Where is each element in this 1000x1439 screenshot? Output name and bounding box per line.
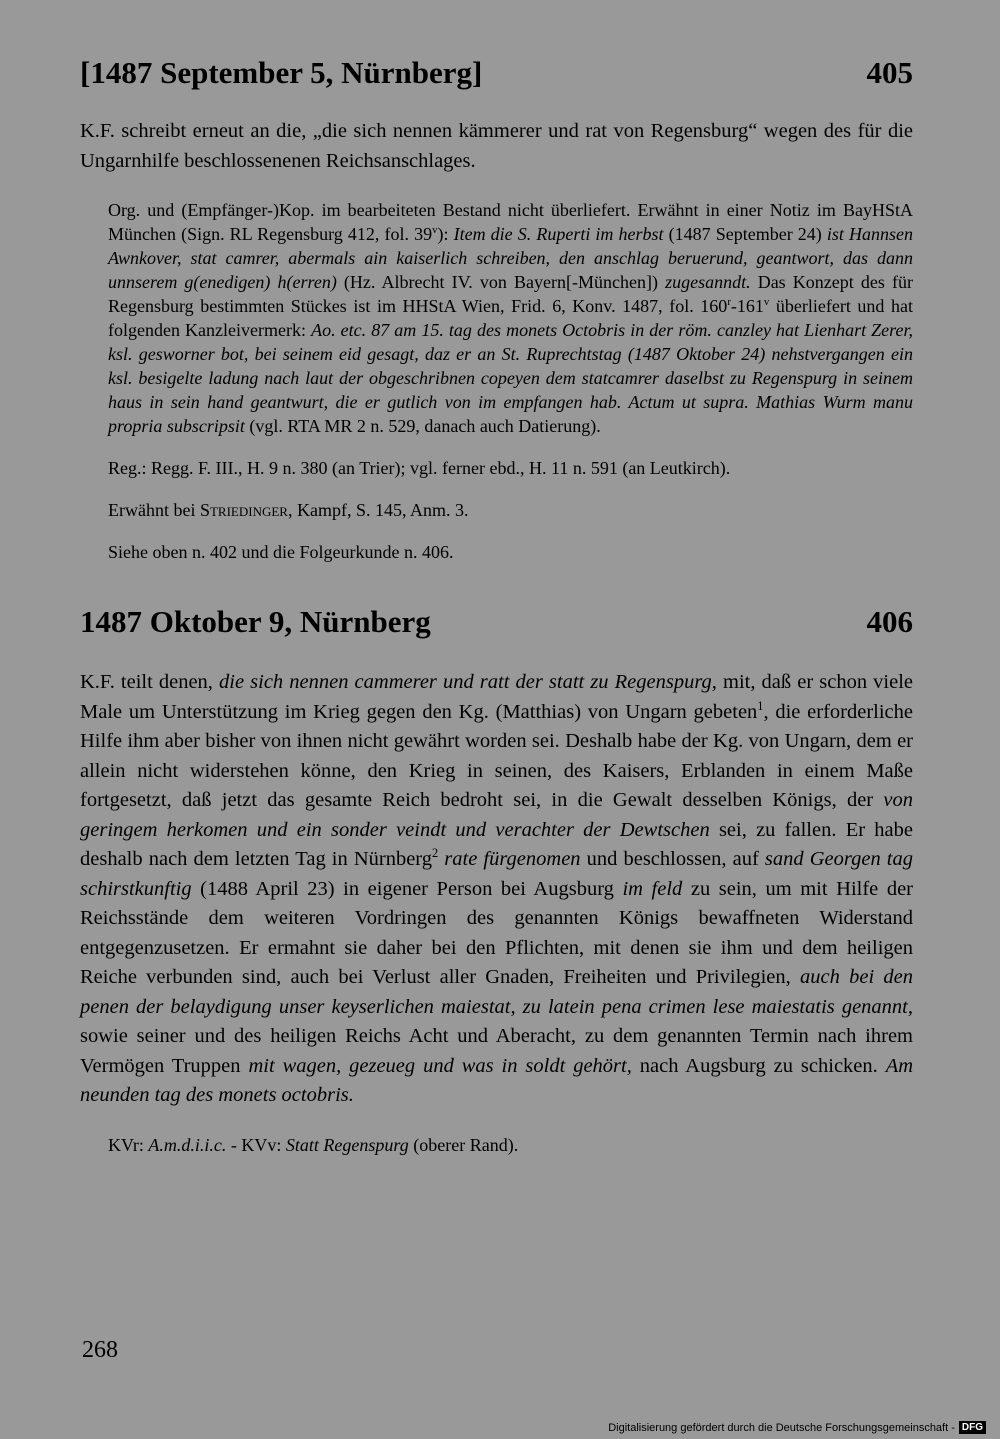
text-segment: im feld	[622, 877, 683, 900]
text-segment: zu sein, um mit Hilfe der Reichsstände dem weiteren Vordringen des genannten Königs bewaffneten Widerstand entgegenzusetzen. Er ermahnt sie daher bei den Pflichten, mit denen sie ihm und dem heiligen Reiche verbunden sind, auch bei Verlust aller Gnaden, Freiheiten und Privilegien,	[80, 877, 913, 988]
text-segment: mit, daß er schon viele Male um Unterstützung im Krieg gegen den Kg. (Matthias) von Ungarn gebeten	[80, 671, 913, 723]
text-segment: auch bei den penen der belaydigung unser keyserlichen maiestat, zu latein pena crimen lese maiestatis genannt,	[80, 966, 913, 1018]
text-segment: (Hz. Albrecht IV. von Bayern[-München])	[336, 272, 666, 292]
text-segment: zugesanndt.	[665, 272, 751, 292]
entry-405-date-place: [1487 September 5, Nürnberg]	[80, 55, 483, 90]
text-segment: sowie seiner und des heiligen Reichs Acht und Aberacht, zu dem genannten Termin nach ihrem Vermögen Truppen	[80, 1025, 913, 1077]
text-segment: Org. und (Empfänger-)Kop. im bearbeiteten Bestand nicht überliefert. Erwähnt in einer Notiz im BayHStA München (Sign. RL Regensburg 412, fol. 39	[108, 200, 913, 244]
text-segment: Das Konzept des für Regensburg bestimmten Stückes ist im HHStA Wien, Frid. 6, Konv. 1487, fol. 160	[108, 272, 913, 316]
text-segment: die sich nennen cammerer und ratt der statt zu Regenspurg,	[219, 671, 717, 693]
page-content	[80, 55, 913, 1157]
text-segment: ):	[437, 224, 454, 244]
text-segment: sand Georgen tag schirstkunftig	[80, 848, 913, 900]
text-segment: -161	[730, 296, 764, 316]
entry-405-number: 405	[866, 55, 913, 90]
entry-405-note-literature: Erwähnt bei Striedinger, Kampf, S. 145, Anm. 3.	[108, 500, 469, 520]
text-segment: v	[432, 224, 438, 236]
entry-405-note-regesta: Reg.: Regg. F. III., H. 9 n. 380 (an Trier); vgl. ferner ebd., H. 11 n. 591 (an Leutkirch).	[108, 458, 731, 478]
text-segment: rate fürgenomen	[444, 848, 581, 870]
funding-footer	[608, 1421, 986, 1434]
entry-405-heading	[80, 55, 913, 91]
text-segment: K.F. schreibt erneut an die, „die sich nennen kämmerer und rat von Regensburg“ wegen des für die Ungarnhilfe beschlossenenen Reichsanschlages.	[80, 120, 913, 172]
entry-406-number: 406	[866, 604, 913, 639]
entry-405-note-crossref: Siehe oben n. 402 und die Folgeurkunde n. 406.	[108, 542, 454, 562]
text-segment: von geringem herkomen und ein sonder veindt und verachter der Dewtschen	[80, 789, 913, 841]
text-segment: (1487 September 24)	[663, 224, 827, 244]
entry-406-heading	[80, 604, 913, 640]
entry-405-summary	[80, 117, 913, 176]
text-segment: (1488 April 23) in eigener Person bei Augsburg	[191, 877, 623, 900]
entry-406-note-endorsement: KVr: A.m.d.i.i.c. - KVv: Statt Regenspurg (oberer Rand).	[108, 1134, 519, 1155]
entry-405-note-transmission	[80, 198, 913, 438]
text-segment: Item die S. Ruperti im herbst	[453, 224, 664, 244]
text-segment: r	[727, 296, 731, 308]
page-number: 268	[82, 1337, 118, 1363]
text-segment: , die erforderliche Hilfe ihm aber bisher von ihnen nicht gewährt worden sei. Deshalb habe der Kg. von Ungarn, dem er allein nicht widerstehen könne, den Krieg in seinen, des Kaisers, Erblanden in einem Maße fortgesetzt, daß jetzt das gesamte Reich bedroht sei, in die Gewalt desselben Königs, der	[80, 700, 913, 811]
text-segment: nach Augsburg zu schicken.	[631, 1054, 886, 1077]
text-segment: sei, zu fallen. Er habe deshalb nach dem letzten Tag in Nürnberg	[80, 818, 913, 870]
text-segment: und beschlossen, auf	[580, 848, 765, 870]
text-segment: K.F. teilt denen,	[80, 671, 220, 693]
text-segment: (vgl. RTA MR 2 n. 529, danach auch Datierung).	[244, 416, 601, 436]
entry-406-date-place: 1487 Oktober 9, Nürnberg	[80, 604, 431, 639]
text-segment: Ao. etc. 87 am 15. tag des monets Octobris in der röm. canzley hat Lienhart Zerer, ksl. gesworner bot, bei seinem eid gesagt, daz er an St. Ruprechtstag (1487 Oktober 24) nehstvergangen ein ksl. besigelte ladung nach laut der obgeschribnen copeyen dem statcamrer daselbst zu Regenspurg in seinem haus in sein hand geantwurt, die er gutlich von im empfangen hab. Actum ut supra. Mathias Wurm manu propria subscripsit	[108, 320, 914, 436]
text-segment: mit wagen, gezeueg und was in soldt gehört,	[248, 1054, 632, 1077]
text-segment: 1	[757, 698, 764, 713]
text-segment: überliefert und hat folgenden Kanzleivermerk:	[108, 296, 913, 340]
text-segment: 2	[432, 846, 439, 861]
text-segment: Am neunden tag des monets octobris.	[80, 1054, 914, 1106]
text-segment: v	[763, 296, 770, 308]
dfg-logo: DFG	[959, 1421, 986, 1434]
text-segment: ist Hannsen Awnkover, stat camrer, abermals ain kaiserlich schreiben, den anschlag beruerund, geantwort, das dann unnserem g(enedigen) h(erren)	[108, 224, 914, 292]
funding-footer-text: Digitalisierung gefördert durch die Deutsche Forschungsgemeinschaft -	[608, 1421, 955, 1434]
entry-406-summary	[80, 668, 913, 1111]
